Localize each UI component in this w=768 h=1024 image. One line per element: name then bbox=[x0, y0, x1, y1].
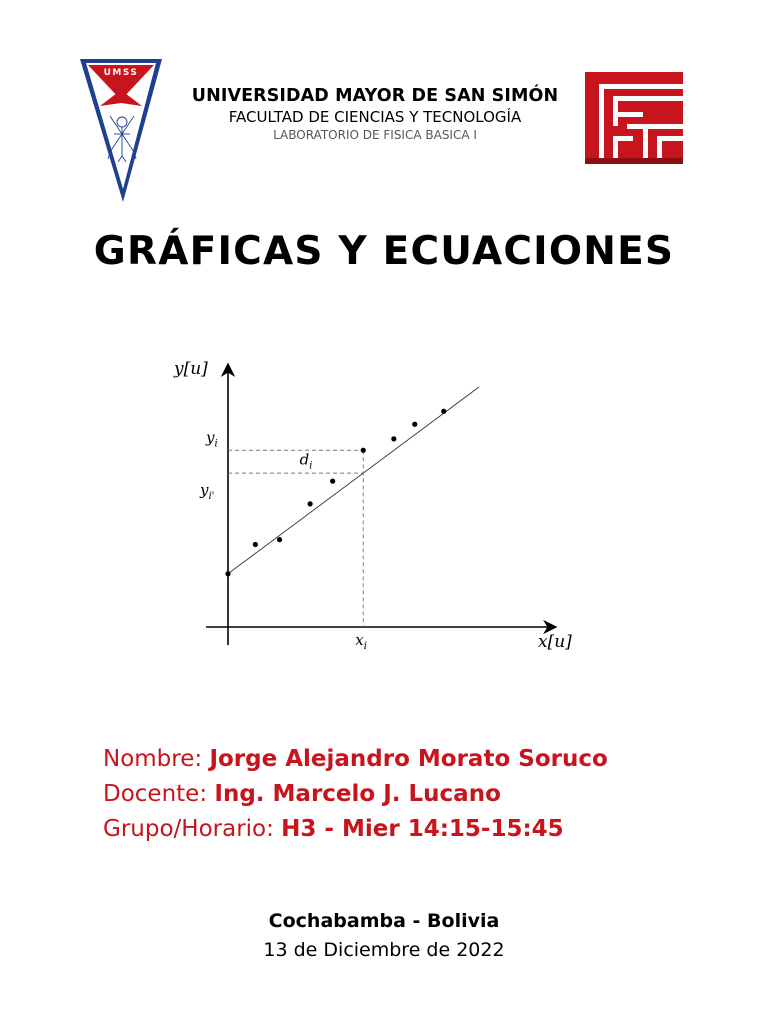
x-axis-label: x[u] bbox=[538, 632, 572, 652]
university-name: UNIVERSIDAD MAYOR DE SAN SIMÓN bbox=[191, 86, 559, 106]
group-schedule bbox=[103, 816, 564, 842]
xi-label: $x_i$ bbox=[355, 631, 367, 652]
data-point-1 bbox=[225, 571, 230, 576]
yi-fit-label: $y_{i'}$ bbox=[200, 481, 215, 503]
data-point-7 bbox=[391, 436, 396, 441]
lab-name: LABORATORIO DE FISICA BASICA I bbox=[273, 128, 477, 142]
yi-label: $y_i$ bbox=[206, 428, 218, 450]
umss-logo bbox=[78, 56, 164, 204]
data-point-9 bbox=[441, 409, 446, 414]
name-value: Jorge Alejandro Morato Soruco bbox=[209, 746, 608, 772]
student-name bbox=[103, 746, 608, 772]
fit-line bbox=[228, 387, 479, 574]
data-point-6 bbox=[361, 448, 366, 453]
data-point-8 bbox=[412, 422, 417, 427]
group-value: H3 - Mier 14:15-15:45 bbox=[281, 816, 564, 842]
data-point-5 bbox=[330, 479, 335, 484]
faculty-name: FACULTAD DE CIENCIAS Y TECNOLOGÍA bbox=[228, 108, 522, 126]
fcyt-logo bbox=[585, 72, 683, 164]
city: Cochabamba - Bolivia bbox=[268, 910, 500, 932]
document-title: GRÁFICAS Y ECUACIONES bbox=[93, 229, 675, 274]
scatter-chart bbox=[170, 350, 590, 660]
data-point-2 bbox=[253, 542, 258, 547]
date: 13 de Diciembre de 2022 bbox=[263, 939, 505, 961]
svg-text:UMSS: UMSS bbox=[103, 68, 139, 78]
name-label: Nombre: bbox=[103, 746, 210, 772]
di-label: $d_i$ bbox=[299, 450, 313, 472]
teacher-value: Ing. Marcelo J. Lucano bbox=[214, 781, 501, 807]
group-label: Grupo/Horario: bbox=[103, 816, 282, 842]
data-point-3 bbox=[277, 537, 282, 542]
y-axis-label: y[u] bbox=[174, 359, 208, 379]
teacher-label: Docente: bbox=[103, 781, 215, 807]
data-point-4 bbox=[308, 501, 313, 506]
teacher bbox=[103, 781, 501, 807]
